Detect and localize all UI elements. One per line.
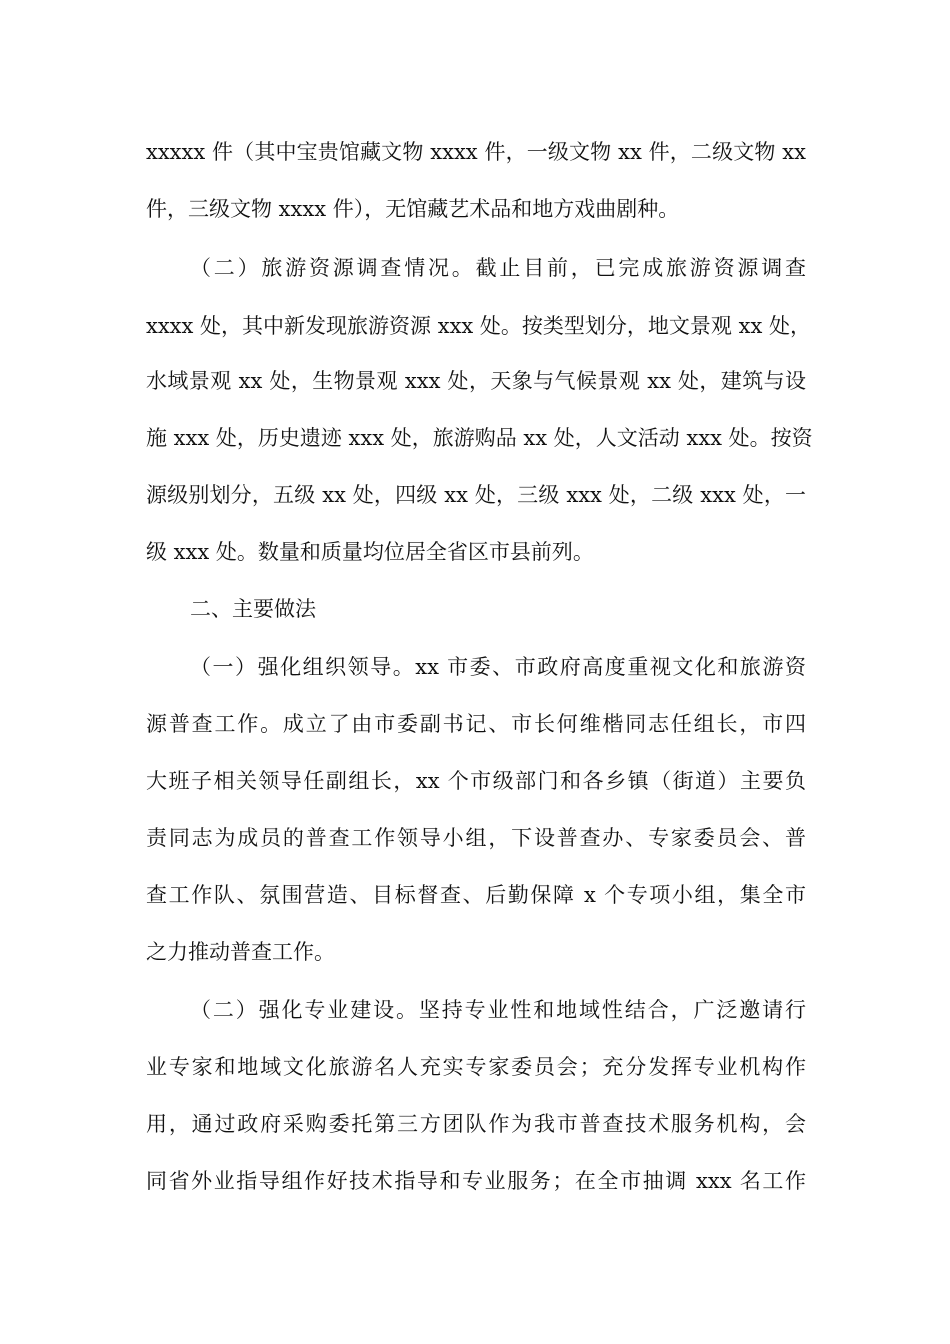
body-line: 级 xxx 处。数量和质量均位居全省区市县前列。 — [146, 540, 594, 564]
body-line: 用，通过政府采购委托第三方团队作为我市普查技术服务机构，会 — [146, 1112, 806, 1136]
body-line: xxxxx 件（其中宝贵馆藏文物 xxxx 件，一级文物 xx 件，二级文物 xx — [146, 140, 806, 164]
body-line: 业专家和地域文化旅游名人充实专家委员会；充分发挥专业机构作 — [146, 1055, 806, 1079]
body-line: 之力推动普查工作。 — [146, 940, 335, 964]
body-line: 施 xxx 处，历史遗迹 xxx 处，旅游购品 xx 处，人文活动 xxx 处。按资 — [146, 426, 813, 450]
body-line: 源级别划分，五级 xx 处，四级 xx 处，三级 xxx 处，二级 xxx 处，一 — [146, 483, 806, 507]
body-line: 源普查工作。成立了由市委副书记、市长何维楷同志任组长，市四 — [146, 712, 806, 736]
body-line: 同省外业指导组作好技术指导和专业服务；在全市抽调 xxx 名工作 — [146, 1169, 806, 1193]
body-line: 责同志为成员的普查工作领导小组，下设普查办、专家委员会、普 — [146, 826, 806, 850]
section-heading-main: 二、主要做法 — [190, 597, 316, 621]
body-line: 查工作队、氛围营造、目标督查、后勤保障 x 个专项小组，集全市 — [146, 883, 806, 907]
body-line: 件，三级文物 xxxx 件），无馆藏艺术品和地方戏曲剧种。 — [146, 197, 680, 221]
section-heading-2-2: （二）强化专业建设。坚持专业性和地域性结合，广泛邀请行 — [190, 998, 806, 1022]
body-line: xxxx 处，其中新发现旅游资源 xxx 处。按类型划分，地文景观 xx 处， — [146, 314, 811, 338]
body-line: 水域景观 xx 处，生物景观 xxx 处，天象与气候景观 xx 处，建筑与设 — [146, 369, 806, 393]
body-line: 大班子相关领导任副组长，xx 个市级部门和各乡镇（街道）主要负 — [146, 769, 806, 793]
section-heading-2-1: （二）旅游资源调查情况。截止目前，已完成旅游资源调查 — [190, 256, 806, 280]
section-heading-2-1b: （一）强化组织领导。xx 市委、市政府高度重视文化和旅游资 — [190, 655, 806, 679]
